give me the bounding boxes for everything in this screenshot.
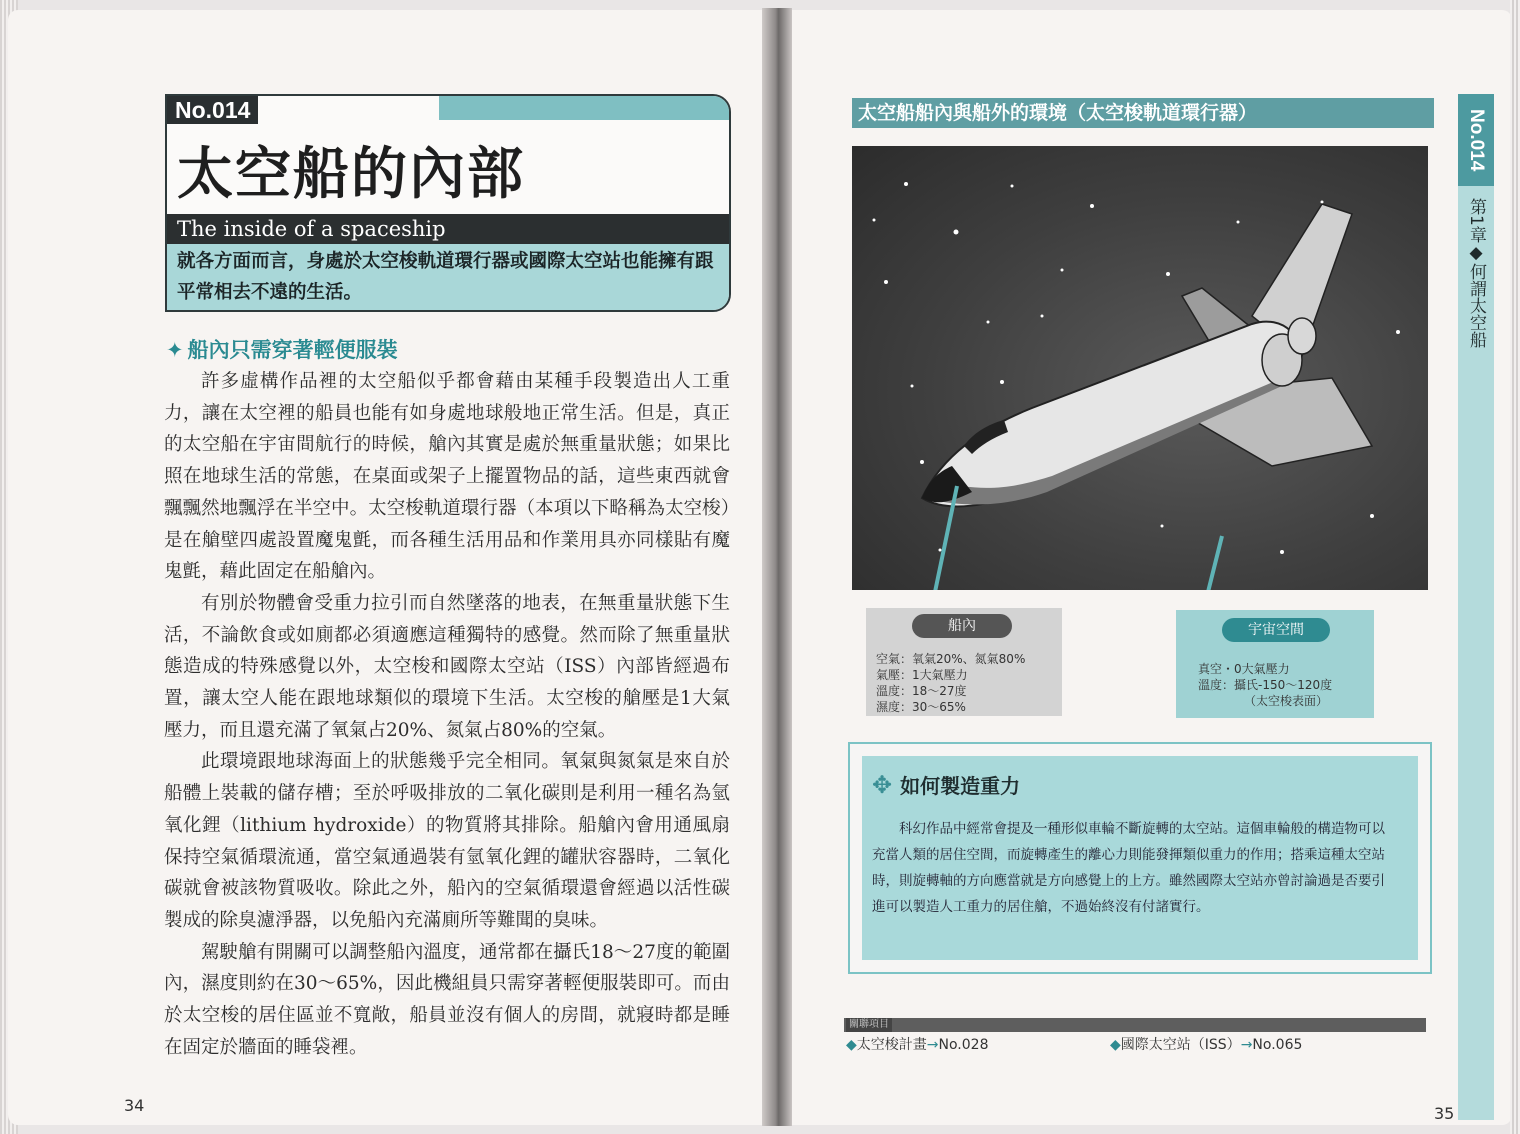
article-title-block	[165, 94, 731, 312]
diamond-icon: ✦	[166, 338, 184, 362]
related-items-label: 關聯項目	[846, 1018, 892, 1032]
gravity-heading-text: 如何製造重力	[900, 774, 1021, 798]
body-paragraph: 此環境跟地球海面上的狀態幾乎完全相同。氧氣與氮氣是來自於船體上裝載的儲存槽；至於呼吸排放的二氧化碳則是利用一種名為氫氧化鋰（lithium hydroxide）的物質將其排除。船艙內會用通風扇保持空氣循環流通，當空氣通過裝有氫氧化鋰的罐狀容器時，二氧化碳就會被該物質吸收。除此之外，船內的空氣循環還會經過以活性碳製成的除臭濾淨器，以免船內充滿廁所等難聞的臭味。	[164, 751, 730, 931]
english-subtitle: The inside of a spaceship	[167, 214, 729, 244]
diamond-icon: ◆	[1110, 1037, 1121, 1053]
inside-line: 氣壓：1大氣壓力	[876, 668, 968, 682]
section-heading	[166, 334, 398, 364]
related-items-bar	[844, 1018, 1426, 1032]
body-paragraph: 有別於物體會受重力拉引而自然墜落的地表，在無重量狀態下生活，不論飲食或如廁都必須適應這種獨特的感覺。然而除了無重量狀態造成的特殊感覺以外，太空梭和國際太空站（ISS）內部皆經過布置，讓太空人能在跟地球類似的環境下生活。太空梭的艙壓是1大氣壓力，而且還充滿了氧氣占20%、氮氣占80%的空氣。	[164, 592, 730, 741]
outside-label: 宇宙空間	[1222, 618, 1330, 642]
section-heading-text: 船內只需穿著輕便服裝	[187, 338, 398, 362]
inside-line: 濕度：30～65%	[876, 700, 966, 714]
side-article-code: No.014	[1458, 94, 1494, 186]
gravity-heading	[872, 770, 1020, 799]
article-body	[164, 366, 730, 1063]
arrow-right-icon: →	[926, 1037, 939, 1053]
outside-environment-box	[1176, 610, 1374, 718]
outside-line: （太空梭表面）	[1244, 694, 1329, 708]
illustration-title: 太空船船內與船外的環境（太空梭軌道環行器）	[852, 98, 1434, 128]
gravity-sidebar	[848, 742, 1432, 974]
shuttle-drawing	[852, 146, 1428, 590]
related-link-iss[interactable]	[1110, 1034, 1302, 1054]
outside-line: 溫度：攝氏-150～120度	[1198, 678, 1333, 692]
related-link-shuttle[interactable]	[846, 1034, 988, 1054]
related-link-ref: No.028	[938, 1037, 989, 1053]
lead-summary: 就各方面而言，身處於太空梭軌道環行器或國際太空站也能擁有跟平常相去不遠的生活。	[167, 244, 729, 310]
page-number-right: 35	[1434, 1104, 1455, 1123]
page-title: 太空船的內部	[177, 142, 525, 207]
space-shuttle-illustration	[852, 146, 1428, 590]
body-paragraph: 許多虛構作品裡的太空船似乎都會藉由某種手段製造出人工重力，讓在太空裡的船員也能有如身處地球般地正常生活。但是，真正的太空船在宇宙間航行的時候，艙內其實是處於無重量狀態；如果比照在地球生活的常態，在桌面或架子上擺置物品的話，這些東西就會飄飄然地飄浮在半空中。太空梭軌道環行器（本項以下略稱為太空梭）是在艙壁四處設置魔鬼氈，而各種生活用品和作業用具亦同樣貼有魔鬼氈，藉此固定在船艙內。	[164, 371, 730, 583]
related-link-text: 太空梭計畫	[856, 1037, 927, 1053]
diamond-icon: ◆	[846, 1037, 857, 1053]
book-gutter	[762, 8, 792, 1126]
inside-line: 溫度：18～27度	[876, 684, 967, 698]
book-page-edge-right	[1510, 0, 1520, 1134]
article-code: No.014	[167, 96, 258, 124]
related-link-text: 國際太空站（ISS）	[1120, 1037, 1241, 1053]
inside-label: 船內	[912, 614, 1012, 638]
side-chapter-title: 第1章◆何謂太空船	[1466, 198, 1486, 348]
inside-line: 空氣：氧氣20%、氮氣80%	[876, 652, 1026, 666]
title-accent-bar	[439, 96, 729, 120]
gravity-text: 科幻作品中經常會提及一種形似車輪不斷旋轉的太空站。這個車輪般的構造物可以充當人類的居住空間，而旋轉產生的離心力則能發揮類似重力的作用；搭乘這種太空站時，則旋轉軸的方向應當就是方向感覺上的上方。雖然國際太空站亦曾討論過是否要引進可以製造人工重力的居住艙，不過始終沒有付諸實行。	[872, 821, 1385, 915]
related-link-ref: No.065	[1252, 1037, 1303, 1053]
inside-environment-box	[866, 608, 1062, 716]
chapter-side-tab	[1458, 94, 1494, 1120]
diamond-cluster-icon: ✥	[872, 771, 893, 799]
page-number-left: 34	[124, 1096, 145, 1115]
arrow-right-icon: →	[1240, 1037, 1253, 1053]
outside-line: 真空・0大氣壓力	[1198, 662, 1290, 676]
body-paragraph: 駕駛艙有開關可以調整船內溫度，通常都在攝氏18～27度的範圍內，濕度則約在30～65%，因此機組員只需穿著輕便服裝即可。而由於太空梭的居住區並不寬敞，船員並沒有個人的房間，就寢時都是睡在固定於牆面的睡袋裡。	[164, 941, 730, 1058]
